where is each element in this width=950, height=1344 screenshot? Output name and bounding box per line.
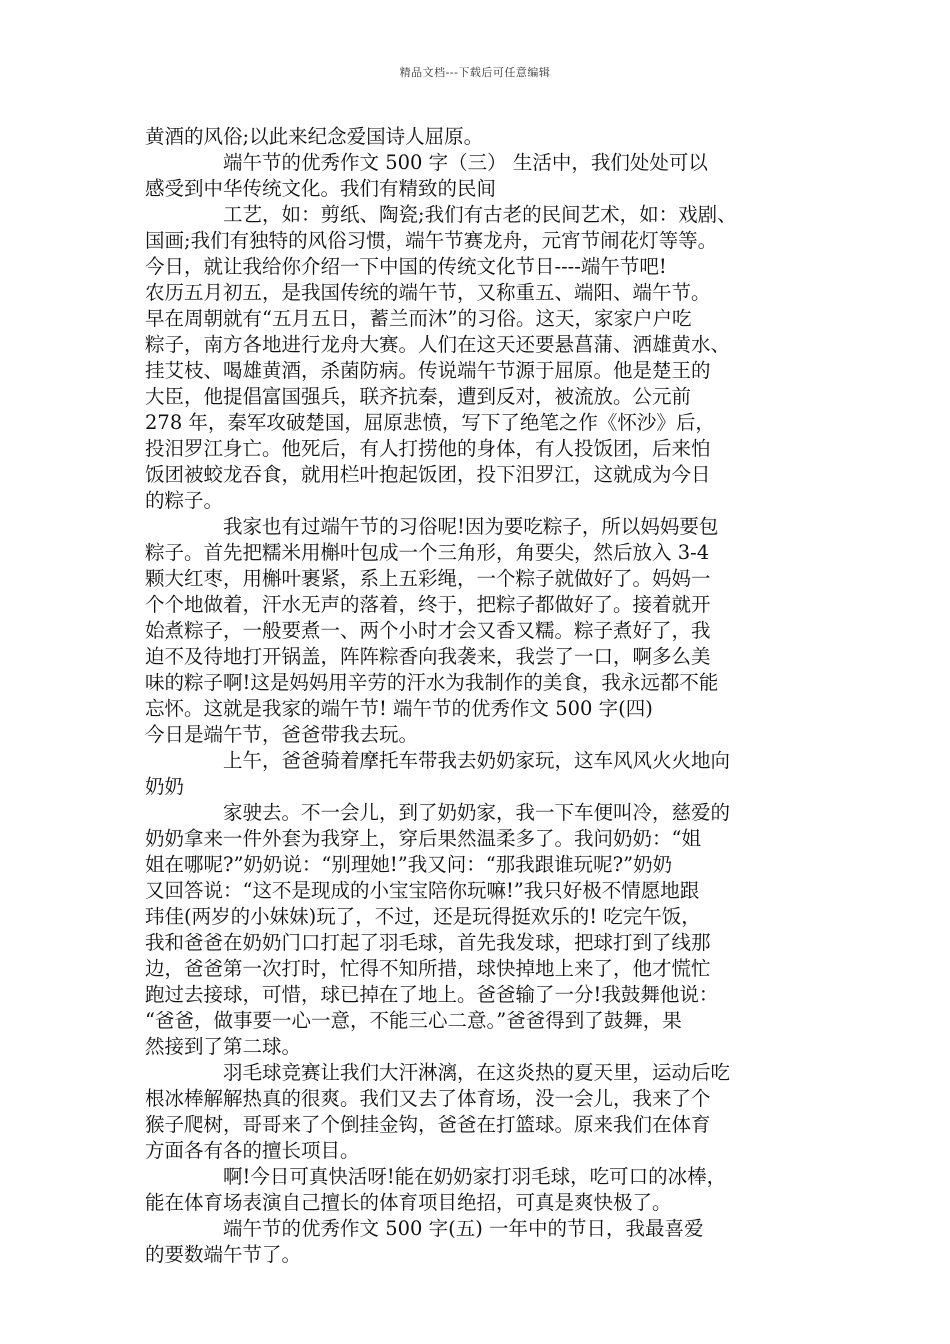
text-line: 今日，就让我给你介绍一下中国的传统文化节日----端午节吧! [145, 255, 667, 278]
text-line: 羽毛球竞赛让我们大汗淋漓，在这炎热的夏天里，运动后吃 [223, 1061, 731, 1084]
text-line: 姐在哪呢?”奶奶说：“别理她!”我又问：“那我跟谁玩呢?”奶奶 [145, 853, 673, 876]
text-line: 方面各有各的擅长项目。 [145, 1139, 360, 1162]
text-line: 国画;我们有独特的风俗习惯，端午节赛龙舟，元宵节闹花灯等等。 [145, 229, 718, 252]
text-line: 的粽子。 [145, 489, 224, 512]
text-line: 饭团被蛟龙吞食，就用栏叶抱起饭团，投下汨罗江，这就成为今日 [145, 463, 711, 486]
text-line: 粽子，南方各地进行龙舟大赛。人们在这天还要悬菖蒲、洒雄黄水、 [145, 333, 731, 356]
text-line: 我和爸爸在奶奶门口打起了羽毛球，首先我发球，把球打到了线那 [145, 931, 711, 954]
text-line: 投汨罗江身亡。他死后，有人打捞他的身体，有人投饭团，后来怕 [145, 437, 711, 460]
text-line: 玮佳(两岁的小妹妹)玩了，不过，还是玩得挺欢乐的! 吃完午饭， [145, 905, 701, 928]
text-line: 大臣，他提倡富国强兵，联齐抗秦，遭到反对，被流放。公元前 [145, 385, 692, 408]
text-line: 278 年，秦军攻破楚国，屈原悲愤，写下了绝笔之作《怀沙》后， [145, 411, 715, 434]
text-line: 能在体育场表演自己擅长的体育项目绝招，可真是爽快极了。 [145, 1191, 672, 1214]
text-line: 今日是端午节，爸爸带我去玩。 [145, 723, 419, 746]
text-line: 猴子爬树，哥哥来了个倒挂金钩，爸爸在打篮球。原来我们在体育 [145, 1113, 711, 1136]
text-line: 迫不及待地打开锅盖，阵阵粽香向我袭来，我尝了一口，啊多么美 [145, 645, 711, 668]
text-line: 个个地做着，汗水无声的落着，终于，把粽子都做好了。接着就开 [145, 593, 711, 616]
text-line: 早在周朝就有“五月五日，蓄兰而沐”的习俗。这天，家家户户吃 [145, 307, 692, 330]
text-line: 家驶去。不一会儿，到了奶奶家，我一下车便叫冷，慈爱的 [223, 801, 731, 824]
text-line: 始煮粽子，一般要煮一、两个小时才会又香又糯。粽子煮好了，我 [145, 619, 711, 642]
text-line: 黄酒的风俗;以此来纪念爱国诗人屈原。 [145, 125, 484, 148]
text-line: 粽子。首先把糯米用槲叶包成一个三角形，角要尖，然后放入 3-4 [145, 541, 710, 564]
document-body [145, 124, 817, 1268]
text-line: 味的粽子啊!这是妈妈用辛劳的汗水为我制作的美食，我永远都不能 [145, 671, 719, 694]
text-line: 啊!今日可真快活呀!能在奶奶家打羽毛球，吃可口的冰棒， [223, 1165, 727, 1188]
text-line: 感受到中华传统文化。我们有精致的民间 [145, 177, 497, 200]
text-line: 根冰棒解解热真的很爽。我们又去了体育场，没一会儿，我来了个 [145, 1087, 711, 1110]
text-line: 又回答说：“这不是现成的小宝宝陪你玩嘛!”我只好极不情愿地跟 [145, 879, 700, 902]
text-line: 端午节的优秀作文 500 字（三） 生活中，我们处处可以 [223, 151, 708, 174]
text-line: 然接到了第二球。 [145, 1035, 302, 1058]
page-header: 精品文档---下载后可任意编辑 [399, 66, 551, 79]
text-line: 奶奶拿来一件外套为我穿上，穿后果然温柔多了。我问奶奶：“姐 [145, 827, 701, 850]
text-line: 工艺，如：剪纸、陶瓷;我们有古老的民间艺术，如：戏剧、 [223, 203, 737, 226]
text-line: 的要数端午节了。 [145, 1243, 302, 1266]
text-line: 颗大红枣，用槲叶裹紧，系上五彩绳，一个粽子就做好了。妈妈一 [145, 567, 711, 590]
text-line: 农历五月初五，是我国传统的端午节，又称重五、端阳、端午节。 [145, 281, 711, 304]
text-line: 端午节的优秀作文 500 字(五) 一年中的节日，我最喜爱 [223, 1217, 704, 1240]
text-line: 边，爸爸第一次打时，忙得不知所措，球快掉地上来了，他才慌忙 [145, 957, 711, 980]
text-line: 我家也有过端午节的习俗呢!因为要吃粽子，所以妈妈要包 [223, 515, 719, 538]
text-line: “爸爸，做事要一心一意，不能三心二意。”爸爸得到了鼓舞，果 [145, 1009, 682, 1032]
text-line: 忘怀。这就是我家的端午节! 端午节的优秀作文 500 字(四) [145, 697, 653, 720]
text-line: 奶奶 [145, 775, 185, 798]
text-line: 上午，爸爸骑着摩托车带我去奶奶家玩，这车风风火火地向 [223, 749, 731, 772]
text-line: 跑过去接球，可惜，球已掉在了地上。爸爸输了一分!我鼓舞他说： [145, 983, 719, 1006]
text-line: 挂艾枝、喝雄黄酒，杀菌防病。传说端午节源于屈原。他是楚王的 [145, 359, 711, 382]
